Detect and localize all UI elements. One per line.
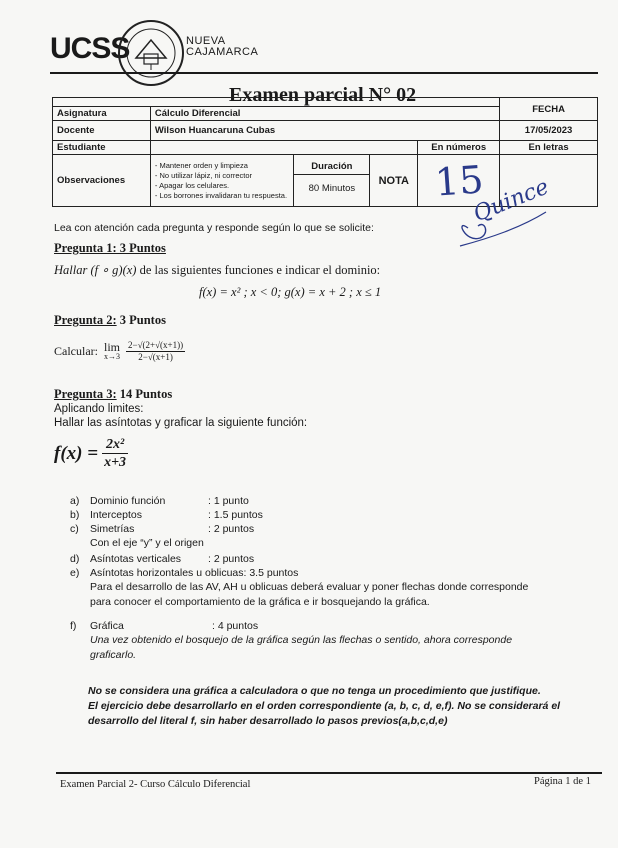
limit-denominator: 2−√(x+1) [138, 352, 173, 362]
nota-numero: 15 [433, 156, 485, 205]
instructions: Lea con atención cada pregunta y responde según lo que se solicite: [54, 222, 374, 234]
pregunta2-calcular: Calcular: [54, 344, 98, 358]
pregunta1-composition: (f ∘ g)(x) [90, 263, 137, 277]
pregunta3-items [70, 494, 590, 663]
item-e-detail-1: Para el desarrollo de las AV, AH u oblicuas deberá evaluar y poner flechas donde corresponde [90, 581, 529, 593]
table-spacer [53, 98, 500, 107]
list-item [70, 494, 590, 508]
pregunta1-heading [54, 241, 166, 256]
item-letter: c) [70, 523, 79, 535]
item-letter: b) [70, 509, 80, 521]
item-label: Interceptos [90, 509, 142, 521]
pregunta2-heading-points: 3 Puntos [119, 313, 166, 327]
item-label: Asíntotas verticales [90, 553, 182, 565]
fecha-label: FECHA [500, 98, 598, 121]
item-f-detail-1: Una vez obtenido el bosquejo de la gráfica según las flechas o sentido, ahora corresponde [90, 634, 513, 646]
duracion-cell [294, 155, 370, 207]
note-line-1: No se considera una gráfica a calculadora o que no tenga un procedimiento que justifique. [88, 685, 541, 697]
list-item [70, 536, 590, 550]
pregunta3-heading-points: 14 Puntos [119, 387, 173, 401]
item-label: Con el eje “y” y el origen [90, 537, 204, 549]
function-fraction [102, 436, 128, 471]
item-points: : 4 puntos [212, 620, 259, 632]
obs-item: - Apagar los celulares. [154, 180, 230, 190]
estudiante-label: Estudiante [53, 141, 151, 155]
footer-page-number: Página 1 de 1 [534, 776, 591, 787]
lim-subscript: x→3 [103, 351, 120, 361]
obs-item: - Mantener orden y limpieza [154, 160, 248, 170]
item-f-detail-2: graficarlo. [90, 649, 137, 661]
item-e-detail-2: para conocer el comportamiento de la gráfica e ir bosquejando la gráfica. [90, 596, 430, 608]
function-lhs: f(x) = [54, 442, 99, 464]
obs-item: - Los borrones invalidaran tu respuesta. [154, 190, 288, 200]
item-points: : 1.5 puntos [208, 509, 263, 521]
observaciones-label: Observaciones [53, 155, 151, 207]
note-line-2: El ejercicio debe desarrollarlo en el orden correspondiente (a, b, c, d, e,f). No se considerará el [88, 700, 561, 712]
duracion-label: Duración [294, 159, 369, 175]
en-numeros-label: En números [418, 141, 500, 155]
pregunta3-heading [54, 387, 172, 402]
obs-item: - No utilizar lápiz, ni corrector [154, 170, 253, 180]
asignatura-label: Asignatura [53, 107, 151, 121]
limit-fraction [126, 340, 185, 363]
function-denominator: x+3 [104, 455, 127, 470]
pregunta1-heading-text: Pregunta 1: 3 Puntos [54, 241, 166, 255]
pregunta1-hallar: Hallar [54, 263, 88, 277]
footer-divider [56, 772, 602, 774]
campus-line1: NUEVA [186, 35, 226, 47]
item-letter: e) [70, 567, 80, 579]
footer-course: Examen Parcial 2- Curso Cálculo Diferencial [60, 779, 251, 790]
item-letter: d) [70, 553, 80, 565]
important-notes [88, 684, 608, 729]
list-item [70, 619, 590, 633]
pregunta1-functions: f(x) = x² ; x < 0; g(x) = x + 2 ; x ≤ 1 [199, 285, 382, 299]
exam-title: Examen parcial N° 02 [229, 84, 417, 106]
asignatura-value: Cálculo Diferencial [150, 107, 499, 121]
item-label: Asíntotas horizontales u oblicuas: 3.5 puntos [90, 567, 299, 579]
nota-letras-handwritten: Quince [470, 174, 553, 228]
item-letter: f) [70, 620, 77, 632]
list-item [70, 552, 590, 566]
item-points: : 1 punto [208, 495, 249, 507]
item-label: Simetrías [90, 523, 135, 535]
item-label: Gráfica [90, 620, 124, 632]
observaciones-list [150, 155, 294, 207]
university-seal-icon [116, 18, 186, 88]
limit-numerator: 2−√(2+√(x+1)) [128, 340, 184, 350]
item-label: Dominio función [90, 495, 166, 507]
campus-line2: CAJAMARCA [186, 46, 259, 58]
lim-label: lim [103, 339, 120, 354]
item-e-detail [70, 580, 590, 610]
list-item [70, 566, 590, 580]
item-letter: a) [70, 495, 80, 507]
pregunta3-heading-label: Pregunta 3: [54, 387, 117, 401]
item-letter [70, 536, 90, 550]
estudiante-value [150, 141, 417, 155]
ucss-logo-text: UCSS [50, 32, 130, 65]
fecha-value: 17/05/2023 [500, 121, 598, 141]
nota-label: NOTA [370, 155, 418, 207]
list-item [70, 508, 590, 522]
function-numerator: 2x² [102, 436, 128, 454]
top-divider [50, 72, 598, 74]
list-item [70, 522, 590, 536]
item-points: : 2 puntos [208, 523, 255, 535]
pregunta3-line1: Aplicando limites: [54, 403, 144, 415]
pregunta3-line2: Hallar las asíntotas y graficar la siguiente función: [54, 417, 308, 429]
campus-name [186, 36, 258, 58]
pregunta3-function [54, 436, 128, 471]
docente-label: Docente [53, 121, 151, 141]
pregunta1-statement [54, 262, 380, 278]
pregunta2-heading-label: Pregunta 2: [54, 313, 117, 327]
item-f-detail [70, 633, 590, 663]
note-line-3: desarrollo del literal f, sin haber desarrollado lo pasos previos(a,b,c,d,e) [88, 715, 448, 727]
limit-operator [103, 339, 120, 362]
docente-value: Wilson Huancaruna Cubas [150, 121, 499, 141]
item-points: : 2 puntos [208, 553, 255, 565]
pregunta2-heading [54, 313, 166, 328]
pregunta2-limit [54, 340, 185, 363]
duracion-value: 80 Minutos [308, 183, 356, 194]
en-letras-label: En letras [500, 141, 598, 155]
pregunta1-text: de las siguientes funciones e indicar el dominio: [139, 263, 381, 277]
